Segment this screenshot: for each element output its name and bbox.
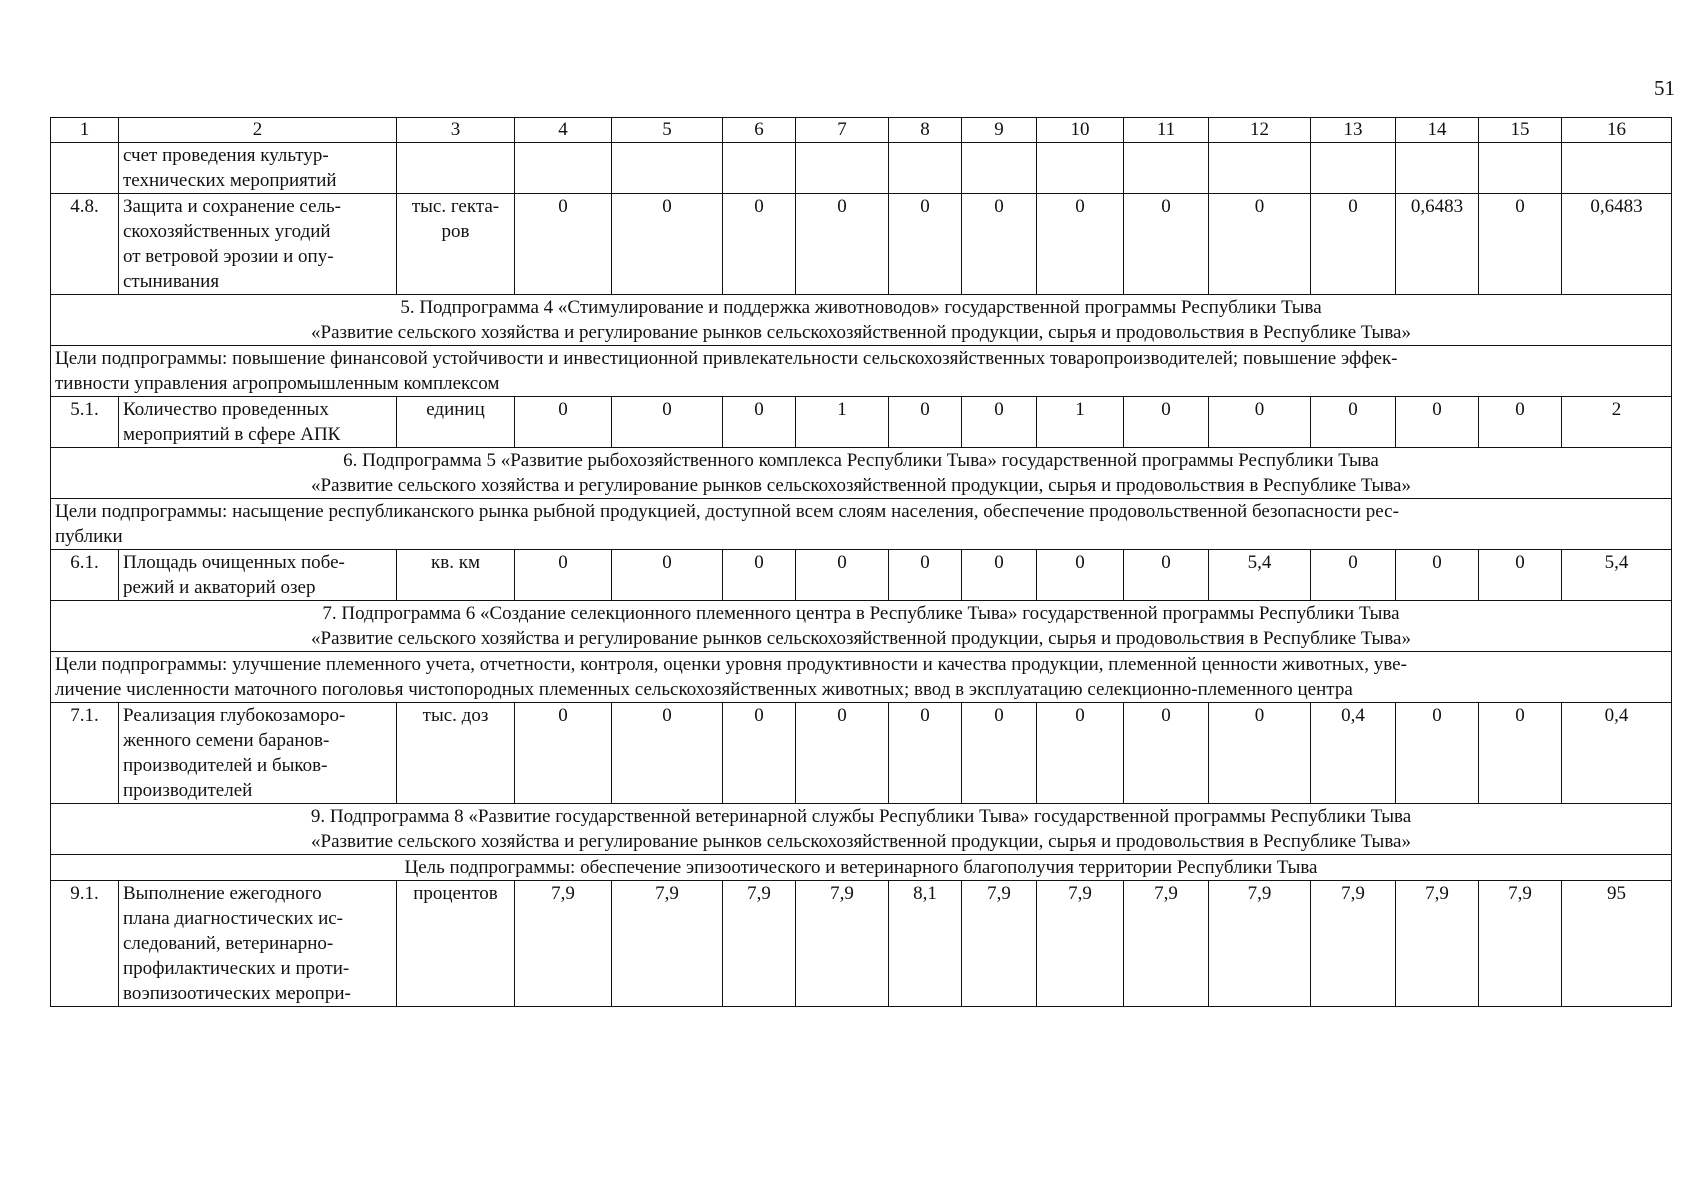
value-cell: 0: [515, 550, 612, 601]
column-header: 10: [1037, 118, 1124, 143]
unit-cell: [397, 703, 515, 804]
column-header: 9: [962, 118, 1037, 143]
value-cell: 7,9: [1396, 881, 1479, 1007]
value-cell: 0: [1209, 397, 1311, 448]
value-cell: [1396, 143, 1479, 194]
unit-cell: [397, 881, 515, 1007]
text-line: Цель подпрограммы: обеспечение эпизоотического и ветеринарного благополучия территории Республики Тыва: [404, 857, 1318, 878]
value-cell: 0: [1311, 550, 1396, 601]
value-cell: 0: [962, 194, 1037, 295]
value-cell: 7,9: [1311, 881, 1396, 1007]
row-number: 7.1.: [51, 703, 119, 804]
table-row: [51, 143, 1672, 194]
indicator-name: [119, 397, 397, 448]
column-header: 6: [723, 118, 796, 143]
column-header: 4: [515, 118, 612, 143]
text-line: мероприятий в сфере АПК: [123, 424, 341, 445]
value-cell: 5,4: [1209, 550, 1311, 601]
subprogram-title: [51, 448, 1672, 499]
column-header: 13: [1311, 118, 1396, 143]
value-cell: 7,9: [962, 881, 1037, 1007]
value-cell: 0: [889, 550, 962, 601]
text-line: Цели подпрограммы: повышение финансовой устойчивости и инвестиционной привлекательности сельскохозяйственных товаропроизводителей; повышение эффек-: [55, 348, 1398, 369]
value-cell: 0: [1479, 194, 1562, 295]
text-line: 7. Подпрограмма 6 «Создание селекционного племенного центра в Республике Тыва» государственной программы Республики Тыва: [322, 603, 1400, 624]
value-cell: 0,4: [1562, 703, 1672, 804]
text-line: от ветровой эрозии и опу-: [123, 246, 334, 267]
text-line: процентов: [413, 883, 498, 904]
table-row: [51, 550, 1672, 601]
text-line: «Развитие сельского хозяйства и регулирование рынков сельскохозяйственной продукции, сырья и продовольствия в Республике Тыва»: [311, 475, 1411, 496]
subprogram-goal: [51, 652, 1672, 703]
indicator-name: [119, 550, 397, 601]
value-cell: [515, 143, 612, 194]
value-cell: 0: [723, 397, 796, 448]
text-line: тыс. доз: [422, 705, 489, 726]
column-header: 12: [1209, 118, 1311, 143]
value-cell: 5,4: [1562, 550, 1672, 601]
column-header: 8: [889, 118, 962, 143]
subprogram-title: [51, 601, 1672, 652]
text-line: производителей и быков-: [123, 755, 328, 776]
unit-cell: [397, 194, 515, 295]
indicator-name: [119, 194, 397, 295]
value-cell: 7,9: [1479, 881, 1562, 1007]
value-cell: 0: [962, 397, 1037, 448]
value-cell: [1124, 143, 1209, 194]
value-cell: 0: [612, 397, 723, 448]
row-number: 4.8.: [51, 194, 119, 295]
section-row: [51, 295, 1672, 346]
section-row: [51, 804, 1672, 855]
table-row: [51, 703, 1672, 804]
text-line: производителей: [123, 780, 253, 801]
unit-cell: [397, 397, 515, 448]
column-header: 14: [1396, 118, 1479, 143]
value-cell: 0: [612, 550, 723, 601]
value-cell: [1311, 143, 1396, 194]
row-number: 5.1.: [51, 397, 119, 448]
indicator-name: [119, 703, 397, 804]
value-cell: 0: [889, 703, 962, 804]
value-cell: 0: [1209, 194, 1311, 295]
column-header: 1: [51, 118, 119, 143]
value-cell: 8,1: [889, 881, 962, 1007]
text-line: личение численности маточного поголовья чистопородных племенных сельскохозяйственных животных; ввод в эксплуатацию селекционно-племенного центра: [55, 679, 1353, 700]
value-cell: 0: [1037, 703, 1124, 804]
text-line: 9. Подпрограмма 8 «Развитие государственной ветеринарной службы Республики Тыва» государственной программы Республики Тыва: [310, 806, 1412, 827]
section-row: [51, 448, 1672, 499]
value-cell: 0: [515, 194, 612, 295]
value-cell: 0: [723, 550, 796, 601]
text-line: Реализация глубокозаморо-: [123, 705, 346, 726]
text-line: тыс. гекта-: [411, 196, 500, 217]
indicators-table: [50, 117, 1672, 1007]
table-row: [51, 881, 1672, 1007]
text-line: профилактических и проти-: [123, 958, 350, 979]
value-cell: [1037, 143, 1124, 194]
value-cell: 0: [962, 703, 1037, 804]
value-cell: [723, 143, 796, 194]
text-line: Выполнение ежегодного: [123, 883, 322, 904]
value-cell: 7,9: [612, 881, 723, 1007]
text-line: следований, ветеринарно-: [123, 933, 334, 954]
value-cell: [612, 143, 723, 194]
value-cell: 7,9: [1124, 881, 1209, 1007]
value-cell: 0: [515, 703, 612, 804]
value-cell: 0,6483: [1562, 194, 1672, 295]
goal-row: [51, 499, 1672, 550]
value-cell: 7,9: [1037, 881, 1124, 1007]
text-line: технических мероприятий: [123, 170, 337, 191]
value-cell: 0: [1479, 397, 1562, 448]
value-cell: 0: [515, 397, 612, 448]
value-cell: 0: [1037, 194, 1124, 295]
text-line: счет проведения культур-: [123, 145, 329, 166]
text-line: Цели подпрограммы: насыщение республиканского рынка рыбной продукцией, доступной всем слоям населения, обеспечение продовольственной безопасности рес-: [55, 501, 1399, 522]
value-cell: 0: [1479, 703, 1562, 804]
value-cell: 7,9: [1209, 881, 1311, 1007]
value-cell: 2: [1562, 397, 1672, 448]
table-row: [51, 397, 1672, 448]
row-number: 6.1.: [51, 550, 119, 601]
column-header-row: [51, 118, 1672, 143]
text-line: «Развитие сельского хозяйства и регулирование рынков сельскохозяйственной продукции, сырья и продовольствия в Республике Тыва»: [311, 628, 1411, 649]
text-line: стынивания: [123, 271, 220, 292]
value-cell: 0: [1311, 194, 1396, 295]
value-cell: 0: [1209, 703, 1311, 804]
goal-row: [51, 652, 1672, 703]
table-row: [51, 194, 1672, 295]
value-cell: 0: [1037, 550, 1124, 601]
value-cell: 0: [1124, 397, 1209, 448]
value-cell: 0: [723, 194, 796, 295]
subprogram-goal: [51, 499, 1672, 550]
value-cell: 1: [796, 397, 889, 448]
table-body: [51, 118, 1672, 1007]
value-cell: 0: [889, 194, 962, 295]
text-line: публики: [55, 526, 123, 547]
indicator-name: [119, 143, 397, 194]
text-line: Площадь очищенных побе-: [123, 552, 345, 573]
value-cell: [796, 143, 889, 194]
column-header: 15: [1479, 118, 1562, 143]
subprogram-title: [51, 804, 1672, 855]
indicator-name: [119, 881, 397, 1007]
text-line: плана диагностических ис-: [123, 908, 344, 929]
value-cell: 0,6483: [1396, 194, 1479, 295]
section-row: [51, 601, 1672, 652]
value-cell: [1479, 143, 1562, 194]
text-line: Цели подпрограммы: улучшение племенного учета, отчетности, контроля, оценки уровня продуктивности и качества продукции, племенной ценности животных, уве-: [55, 654, 1407, 675]
text-line: кв. км: [431, 552, 480, 573]
column-header: 3: [397, 118, 515, 143]
value-cell: 1: [1037, 397, 1124, 448]
value-cell: 0: [1396, 397, 1479, 448]
unit-cell: [397, 143, 515, 194]
subprogram-title: [51, 295, 1672, 346]
text-line: ров: [441, 221, 470, 242]
goal-row: [51, 346, 1672, 397]
value-cell: [962, 143, 1037, 194]
value-cell: 7,9: [515, 881, 612, 1007]
value-cell: 7,9: [796, 881, 889, 1007]
column-header: 11: [1124, 118, 1209, 143]
subprogram-goal: [51, 346, 1672, 397]
value-cell: 0: [796, 550, 889, 601]
row-number: 9.1.: [51, 881, 119, 1007]
value-cell: 0: [1124, 703, 1209, 804]
value-cell: 0: [962, 550, 1037, 601]
value-cell: [1209, 143, 1311, 194]
value-cell: [1562, 143, 1672, 194]
page-number: 51: [1654, 76, 1675, 100]
column-header: 16: [1562, 118, 1672, 143]
text-line: тивности управления агропромышленным комплексом: [55, 373, 500, 394]
value-cell: 0: [723, 703, 796, 804]
text-line: Защита и сохранение сель-: [123, 196, 341, 217]
value-cell: 0: [796, 703, 889, 804]
text-line: Количество проведенных: [123, 399, 329, 420]
value-cell: 0: [889, 397, 962, 448]
column-header: 2: [119, 118, 397, 143]
value-cell: 0: [1479, 550, 1562, 601]
column-header: 7: [796, 118, 889, 143]
text-line: женного семени баранов-: [123, 730, 330, 751]
text-line: единиц: [426, 399, 485, 420]
goal-row: [51, 855, 1672, 881]
row-number: [51, 143, 119, 194]
value-cell: 7,9: [723, 881, 796, 1007]
text-line: воэпизоотических меропри-: [123, 983, 351, 1004]
value-cell: 0,4: [1311, 703, 1396, 804]
text-line: режий и акваторий озер: [123, 577, 316, 598]
text-line: «Развитие сельского хозяйства и регулирование рынков сельскохозяйственной продукции, сырья и продовольствия в Республике Тыва»: [311, 831, 1411, 852]
column-header: 5: [612, 118, 723, 143]
value-cell: 0: [612, 703, 723, 804]
text-line: 6. Подпрограмма 5 «Развитие рыбохозяйственного комплекса Республики Тыва» государственной программы Республики Тыва: [343, 450, 1379, 471]
value-cell: 0: [796, 194, 889, 295]
value-cell: 0: [1396, 550, 1479, 601]
text-line: 5. Подпрограмма 4 «Стимулирование и поддержка животноводов» государственной программы Республики Тыва: [400, 297, 1322, 318]
value-cell: [889, 143, 962, 194]
subprogram-goal: [51, 855, 1672, 881]
text-line: скохозяйственных угодий: [123, 221, 331, 242]
value-cell: 0: [1396, 703, 1479, 804]
unit-cell: [397, 550, 515, 601]
value-cell: 0: [1311, 397, 1396, 448]
value-cell: 95: [1562, 881, 1672, 1007]
text-line: «Развитие сельского хозяйства и регулирование рынков сельскохозяйственной продукции, сырья и продовольствия в Республике Тыва»: [311, 322, 1411, 343]
value-cell: 0: [612, 194, 723, 295]
value-cell: 0: [1124, 194, 1209, 295]
value-cell: 0: [1124, 550, 1209, 601]
